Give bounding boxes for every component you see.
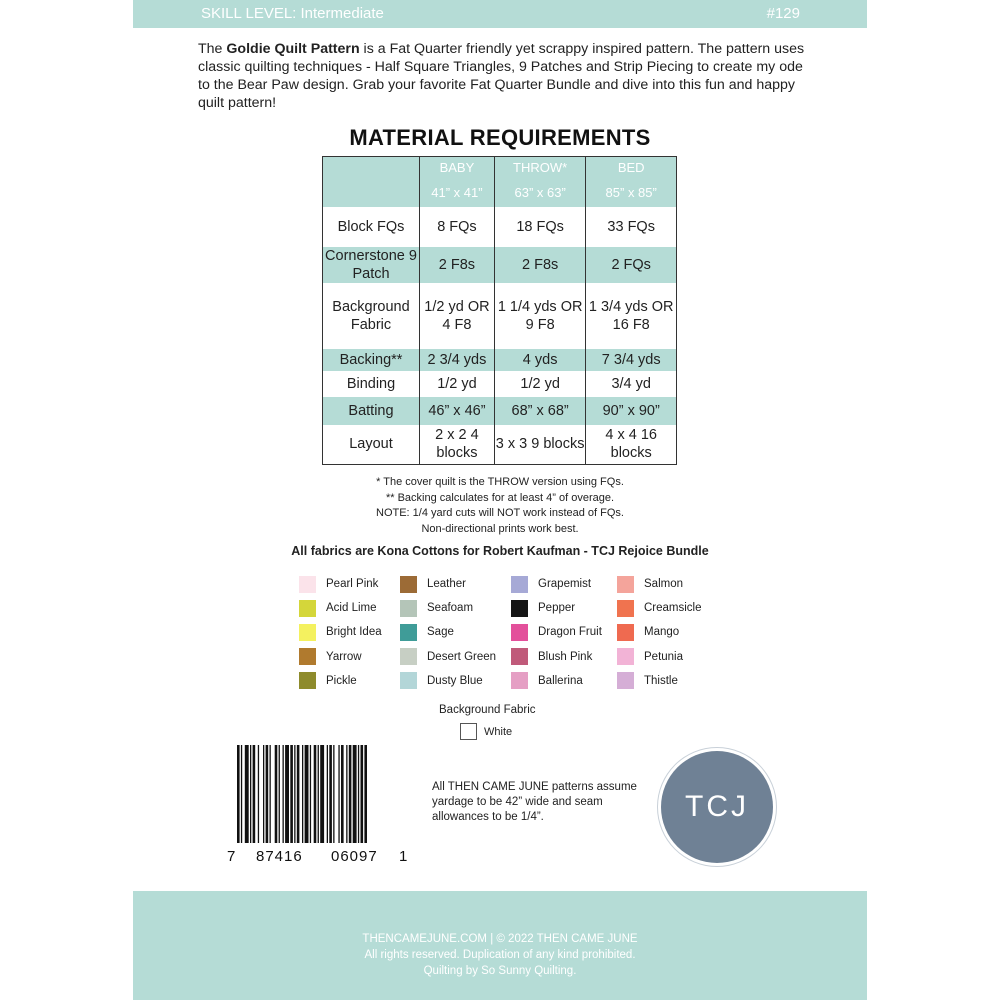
size-cell: 85” x 85” bbox=[586, 179, 677, 207]
column-header: THROW* bbox=[494, 157, 586, 179]
table-header-row bbox=[323, 157, 677, 179]
table-row bbox=[323, 397, 677, 425]
row-value: 2 3/4 yds bbox=[420, 349, 495, 371]
size-cell: 63” x 63” bbox=[494, 179, 586, 207]
swatch-chip bbox=[299, 648, 316, 665]
swatch-chip bbox=[511, 576, 528, 593]
barcode-bar bbox=[285, 745, 289, 843]
barcode-bar bbox=[283, 745, 284, 843]
swatch-name: Yarrow bbox=[326, 650, 362, 663]
swatch-name: Thistle bbox=[644, 674, 678, 687]
barcode-digits-group2: 06097 bbox=[331, 848, 378, 865]
barcode-bar bbox=[253, 745, 256, 843]
fabric-swatch bbox=[617, 620, 702, 644]
swatch-name: Bright Idea bbox=[326, 626, 382, 639]
white-swatch-chip bbox=[460, 723, 477, 740]
swatch-name: Pearl Pink bbox=[326, 578, 379, 591]
barcode-bar bbox=[329, 745, 332, 843]
row-value: 2 FQs bbox=[586, 247, 677, 283]
barcode-digit-last: 1 bbox=[399, 848, 409, 865]
barcode-bar bbox=[305, 745, 309, 843]
barcode-bar bbox=[341, 745, 344, 843]
barcode-digits-group1: 87416 bbox=[256, 848, 303, 865]
background-fabric-title: Background Fabric bbox=[439, 704, 536, 716]
row-label: Cornerstone 9 Patch bbox=[323, 247, 420, 283]
note-backing: ** Backing calculates for at least 4” of overage. bbox=[385, 491, 615, 504]
barcode-bar bbox=[361, 745, 364, 843]
swatch-chip bbox=[299, 576, 316, 593]
row-value: 4 yds bbox=[494, 349, 586, 371]
row-value: 1 3/4 yds OR 16 F8 bbox=[586, 283, 677, 349]
row-value: 1/2 yd OR 4 F8 bbox=[420, 283, 495, 349]
table-row bbox=[323, 349, 677, 371]
fabric-swatch bbox=[299, 572, 382, 596]
fabric-swatch bbox=[511, 596, 602, 620]
swatch-chip bbox=[400, 648, 417, 665]
tcj-logo bbox=[661, 751, 773, 863]
barcode-bar bbox=[320, 745, 324, 843]
table-row bbox=[323, 207, 677, 247]
swatch-chip bbox=[299, 600, 316, 617]
footer-website: THENCAMEJUNE.COM | © 2022 THEN CAME JUNE bbox=[362, 933, 638, 945]
fabric-swatch bbox=[400, 620, 496, 644]
swatch-name: Pepper bbox=[538, 602, 576, 615]
barcode-bar bbox=[310, 745, 311, 843]
footer-quilting-credit: Quilting by So Sunny Quilting. bbox=[423, 965, 577, 977]
header-empty-cell bbox=[323, 157, 420, 179]
swatch-chip bbox=[617, 624, 634, 641]
row-label: Backing** bbox=[323, 349, 420, 371]
barcode-bar bbox=[275, 745, 278, 843]
barcode-bar bbox=[346, 745, 347, 843]
fabrics-title: All fabrics are Kona Cottons for Robert Kaufman - TCJ Rejoice Bundle bbox=[291, 544, 709, 558]
swatch-chip bbox=[511, 648, 528, 665]
sizes-empty-cell bbox=[323, 179, 420, 207]
barcode-bar bbox=[327, 745, 328, 843]
barcode-bar bbox=[302, 745, 303, 843]
swatch-column bbox=[511, 572, 602, 693]
swatch-name: Desert Green bbox=[427, 650, 497, 663]
pattern-back-cover bbox=[133, 0, 867, 1000]
intro-lead: The bbox=[198, 41, 227, 57]
fabric-swatch bbox=[617, 572, 702, 596]
row-label: Batting bbox=[323, 397, 420, 425]
table-row bbox=[323, 247, 677, 283]
row-value: 1/2 yd bbox=[420, 371, 495, 397]
note-quarter-yard: NOTE: 1/4 yard cuts will NOT work instead of FQs. bbox=[376, 507, 624, 519]
fabric-swatch bbox=[511, 620, 602, 644]
barcode-bar bbox=[353, 745, 357, 843]
fabric-swatch bbox=[400, 669, 496, 693]
material-requirements-table bbox=[322, 156, 677, 465]
row-label: Binding bbox=[323, 371, 420, 397]
intro-paragraph bbox=[198, 40, 808, 112]
swatch-chip bbox=[400, 576, 417, 593]
fabric-swatch bbox=[400, 596, 496, 620]
footer-text bbox=[133, 931, 867, 979]
swatch-chip bbox=[400, 600, 417, 617]
column-header: BED bbox=[586, 157, 677, 179]
row-value: 33 FQs bbox=[586, 207, 677, 247]
swatch-chip bbox=[400, 624, 417, 641]
fabric-swatch bbox=[400, 572, 496, 596]
fabric-swatch bbox=[511, 645, 602, 669]
swatch-name: Ballerina bbox=[538, 674, 583, 687]
row-label: Block FQs bbox=[323, 207, 420, 247]
barcode-bar bbox=[258, 745, 259, 843]
fabric-swatch bbox=[299, 669, 382, 693]
swatch-chip bbox=[617, 576, 634, 593]
footer-banner bbox=[133, 891, 867, 1000]
table-notes bbox=[133, 475, 867, 537]
row-label: Background Fabric bbox=[323, 283, 420, 349]
row-value: 7 3/4 yds bbox=[586, 349, 677, 371]
barcode-bar bbox=[318, 745, 319, 843]
swatch-chip bbox=[617, 600, 634, 617]
swatch-chip bbox=[299, 672, 316, 689]
row-value: 46” x 46” bbox=[420, 397, 495, 425]
material-requirements-title: MATERIAL REQUIREMENTS bbox=[349, 125, 651, 150]
swatch-name: Dragon Fruit bbox=[538, 626, 602, 639]
swatch-chip bbox=[617, 672, 634, 689]
size-cell: 41” x 41” bbox=[420, 179, 495, 207]
fabric-swatch bbox=[511, 572, 602, 596]
swatch-chip bbox=[400, 672, 417, 689]
swatch-name: Dusty Blue bbox=[427, 674, 483, 687]
table-row bbox=[323, 371, 677, 397]
fabric-swatch bbox=[299, 645, 382, 669]
row-value: 90” x 90” bbox=[586, 397, 677, 425]
swatch-chip bbox=[511, 624, 528, 641]
table-row bbox=[323, 425, 677, 465]
barcode-bar bbox=[279, 745, 280, 843]
row-value: 3 x 3 9 blocks bbox=[494, 425, 586, 465]
barcode-bar bbox=[294, 745, 295, 843]
pattern-number: #129 bbox=[766, 5, 800, 22]
note-cover-quilt: * The cover quilt is the THROW version using FQs. bbox=[376, 476, 624, 488]
barcode-bar bbox=[297, 745, 300, 843]
swatch-chip bbox=[299, 624, 316, 641]
yardage-note: All THEN CAME JUNE patterns assume yardage to be 42” wide and seam allowances to be 1/4”. bbox=[432, 781, 637, 823]
row-value: 2 x 2 4 blocks bbox=[420, 425, 495, 465]
column-header: BABY bbox=[420, 157, 495, 179]
sizes-row bbox=[323, 179, 677, 207]
fabric-swatch bbox=[299, 596, 382, 620]
swatch-name: Blush Pink bbox=[538, 650, 593, 663]
swatch-name: Pickle bbox=[326, 674, 357, 687]
background-fabric-name: White bbox=[484, 725, 513, 738]
barcode-bar bbox=[245, 745, 249, 843]
fabric-swatch bbox=[617, 596, 702, 620]
barcode bbox=[237, 745, 407, 843]
swatch-name: Leather bbox=[427, 578, 467, 591]
fabric-swatch bbox=[617, 669, 702, 693]
barcode-bar bbox=[290, 745, 293, 843]
barcode-bar bbox=[338, 745, 339, 843]
background-fabric-swatch bbox=[460, 723, 512, 740]
swatch-name: Creamsicle bbox=[644, 602, 702, 615]
swatch-name: Acid Lime bbox=[326, 602, 377, 615]
fabric-swatch bbox=[400, 645, 496, 669]
row-value: 3/4 yd bbox=[586, 371, 677, 397]
row-value: 68” x 68” bbox=[494, 397, 586, 425]
row-value: 1 1/4 yds OR 9 F8 bbox=[494, 283, 586, 349]
pattern-name: Goldie Quilt Pattern bbox=[226, 41, 360, 57]
footer-rights: All rights reserved. Duplication of any kind prohibited. bbox=[364, 949, 636, 961]
row-value: 4 x 4 16 blocks bbox=[586, 425, 677, 465]
intro-body: is a Fat Quarter friendly yet scrappy inspired pattern. The pattern uses classic quilting techniques - Half Square Triangles, 9 Patches and Strip Piecing to create my ode to the Bear Paw design. Grab your favorite Fat Quarter Bundle and dive into this fun and happy quilt pattern! bbox=[198, 41, 805, 111]
skill-level: SKILL LEVEL: Intermediate bbox=[201, 5, 384, 22]
barcode-bar bbox=[263, 745, 264, 843]
note-prints: Non-directional prints work best. bbox=[421, 522, 579, 535]
row-value: 2 F8s bbox=[494, 247, 586, 283]
swatch-column bbox=[617, 572, 702, 693]
swatch-name: Grapemist bbox=[538, 578, 592, 591]
barcode-bar bbox=[241, 745, 242, 843]
barcode-bar bbox=[237, 745, 240, 843]
swatch-column bbox=[400, 572, 496, 693]
fabric-swatch bbox=[299, 620, 382, 644]
barcode-bar bbox=[358, 745, 359, 843]
swatch-name: Petunia bbox=[644, 650, 684, 663]
swatch-name: Salmon bbox=[644, 578, 683, 591]
swatch-chip bbox=[511, 672, 528, 689]
swatch-name: Mango bbox=[644, 626, 680, 639]
barcode-bar bbox=[364, 745, 367, 843]
barcode-bar bbox=[349, 745, 352, 843]
swatch-chip bbox=[511, 600, 528, 617]
swatch-column bbox=[299, 572, 382, 693]
row-value: 1/2 yd bbox=[494, 371, 586, 397]
barcode-bar bbox=[266, 745, 269, 843]
barcode-bar bbox=[314, 745, 317, 843]
fabric-swatch bbox=[617, 645, 702, 669]
barcode-digit-first: 7 bbox=[227, 848, 237, 865]
barcode-bar bbox=[333, 745, 334, 843]
row-value: 8 FQs bbox=[420, 207, 495, 247]
barcode-bar bbox=[270, 745, 271, 843]
barcode-bar bbox=[250, 745, 251, 843]
logo-text: TCJ bbox=[685, 790, 749, 823]
swatch-name: Sage bbox=[427, 626, 454, 639]
top-banner bbox=[133, 0, 867, 28]
row-label: Layout bbox=[323, 425, 420, 465]
swatch-name: Seafoam bbox=[427, 602, 474, 615]
fabric-swatch bbox=[511, 669, 602, 693]
table-row bbox=[323, 283, 677, 349]
swatch-chip bbox=[617, 648, 634, 665]
row-value: 2 F8s bbox=[420, 247, 495, 283]
row-value: 18 FQs bbox=[494, 207, 586, 247]
